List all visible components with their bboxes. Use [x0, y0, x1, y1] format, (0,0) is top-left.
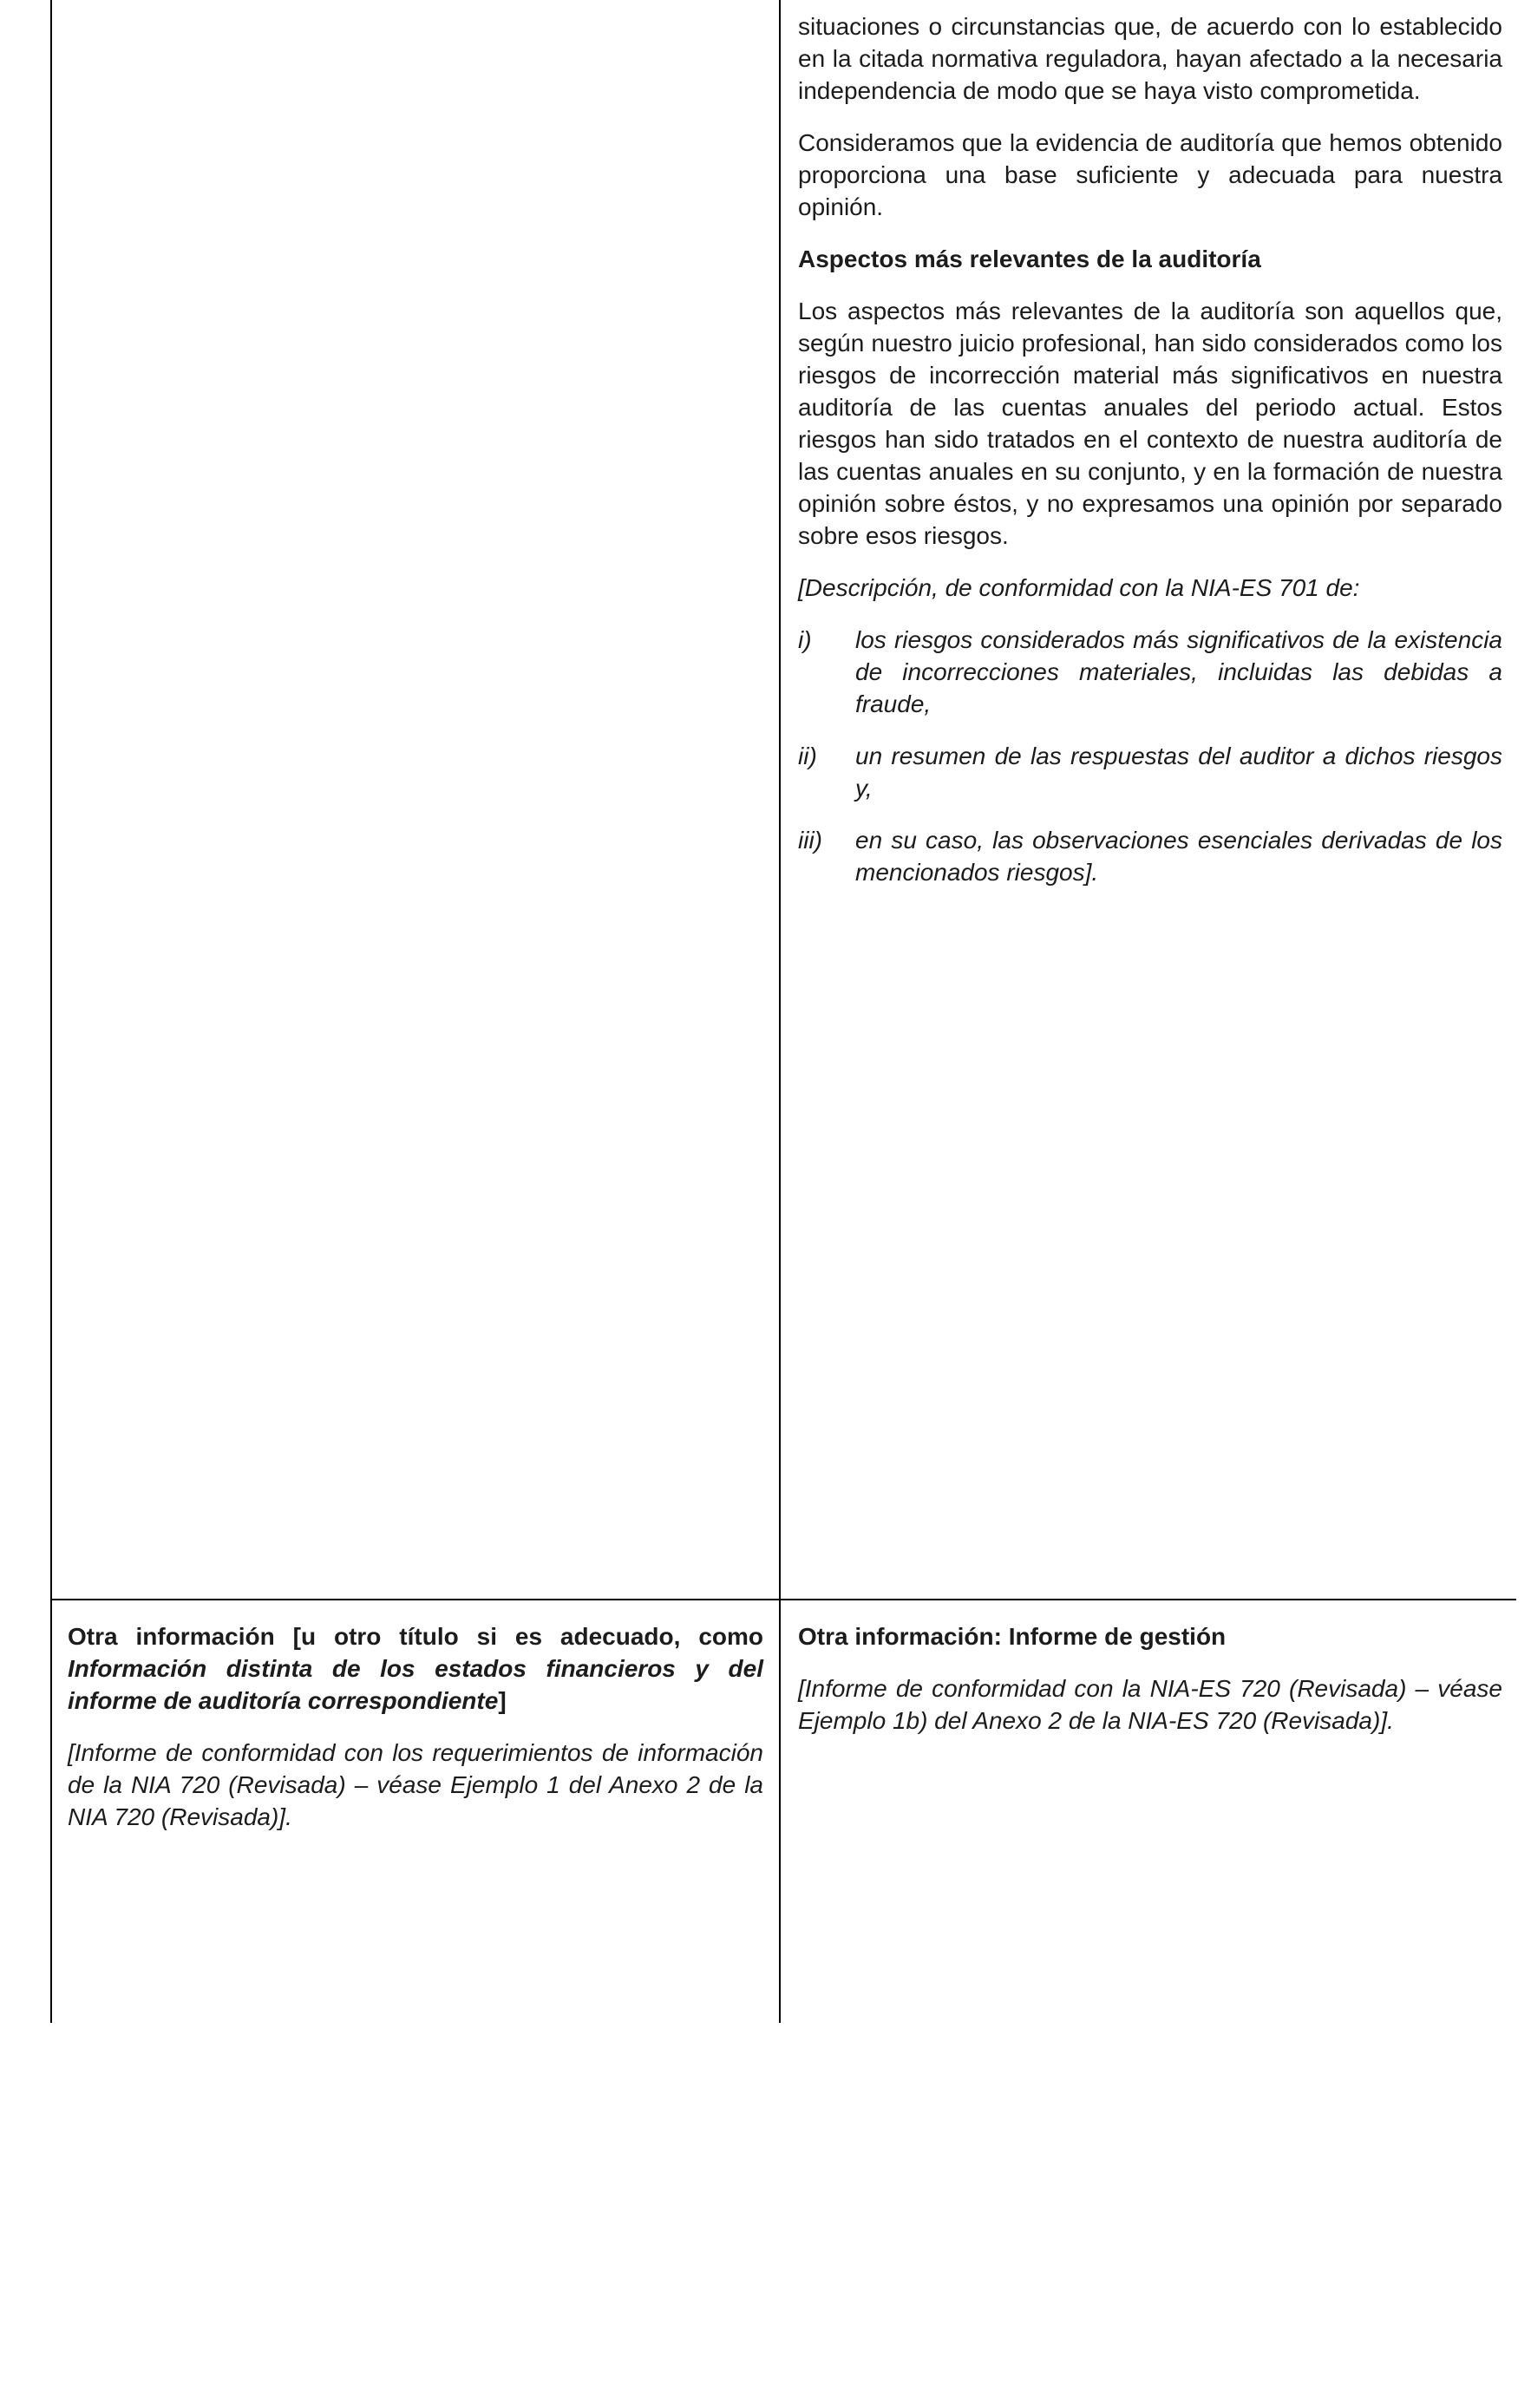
- list-item: [798, 624, 1502, 720]
- list-item: [798, 740, 1502, 804]
- list-item-marker: ii): [798, 743, 817, 769]
- list-item-marker: iii): [798, 827, 822, 854]
- paragraph-nia720-reference-left: [Informe de conformidad con los requerimientos de información de la NIA 720 (Revisada) – véase Ejemplo 1 del Anexo 2 de la NIA 720 (Revisada)].: [68, 1739, 763, 1830]
- paragraph-key-audit-matters: Los aspectos más relevantes de la auditoría son aquellos que, según nuestro juicio profesional, han sido considerados como los riesgos de incorrección material más significativos en nuestra auditoría de las cuentas anuales del periodo actual. Estos riesgos han sido tratados en el contexto de nuestra auditoría de las cuentas anuales en su conjunto, y en la formación de nuestra opinión sobre éstos, y no expresamos una opinión por separado sobre esos riesgos.: [798, 298, 1502, 549]
- heading-segment-italic: Información distinta de los estados financieros y del informe de auditoría correspondiente: [68, 1655, 763, 1714]
- paragraph-independence: situaciones o circunstancias que, de acuerdo con lo establecido en la citada normativa reguladora, hayan afectado a la necesaria independencia de modo que se haya visto comprometida.: [798, 13, 1502, 104]
- list-item-text: un resumen de las respuestas del auditor a dichos riesgos y,: [855, 743, 1502, 802]
- table-left-border: [50, 0, 52, 2023]
- table-row-separator: [50, 1599, 1516, 1600]
- table-column-divider: [779, 0, 781, 2023]
- row2-right-cell: [798, 1620, 1502, 1757]
- heading-segment: ]: [498, 1687, 507, 1714]
- paragraph-description-intro: [Descripción, de conformidad con la NIA-ES 701 de:: [798, 574, 1360, 601]
- section-heading-other-information-left: [68, 1620, 763, 1717]
- list-item-text: en su caso, las observaciones esenciales derivadas de los mencionados riesgos].: [855, 827, 1502, 886]
- list-item-marker: i): [798, 626, 812, 653]
- list-item: [798, 824, 1502, 888]
- row1-right-cell: [798, 10, 1502, 908]
- paragraph-nia720-reference-right: [Informe de conformidad con la NIA-ES 720 (Revisada) – véase Ejemplo 1b) del Anexo 2 de la NIA-ES 720 (Revisada)].: [798, 1675, 1502, 1734]
- heading-segment: Otra información [u otro título si es adecuado, como: [68, 1623, 763, 1650]
- row2-left-cell: [68, 1620, 763, 1853]
- section-heading-other-information-right: Otra información: Informe de gestión: [798, 1623, 1227, 1650]
- list-item-text: los riesgos considerados más significativos de la existencia de incorrecciones materiales, incluidas las debidas a fraude,: [855, 626, 1502, 717]
- section-heading-key-audit-matters: Aspectos más relevantes de la auditoría: [798, 245, 1261, 272]
- paragraph-evidence: Consideramos que la evidencia de auditoría que hemos obtenido proporciona una base suficiente y adecuada para nuestra opinión.: [798, 129, 1502, 220]
